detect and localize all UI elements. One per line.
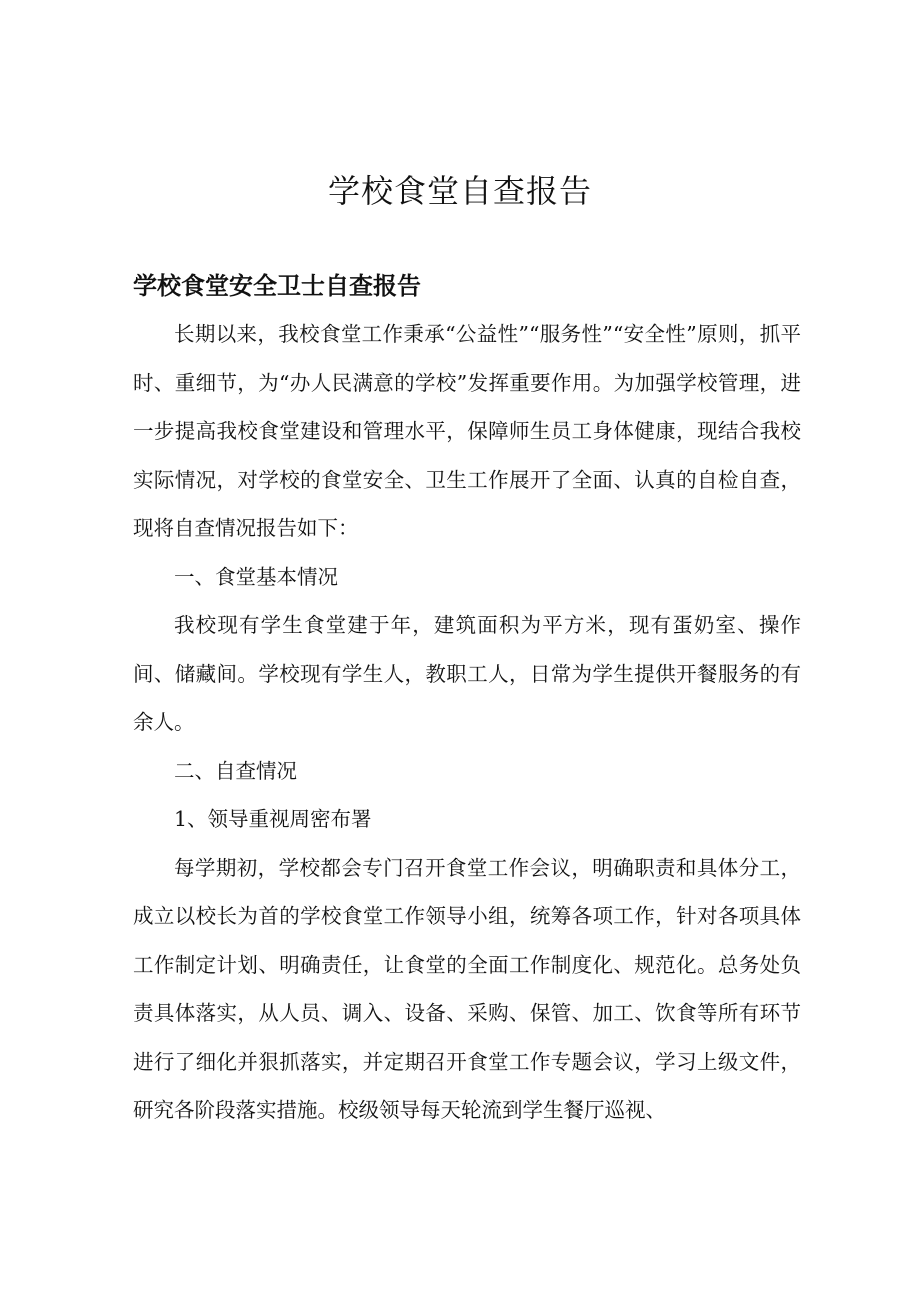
basic-info-paragraph: 我校现有学生食堂建于年，建筑面积为平方米，现有蛋奶室、操作间、储藏间。学校现有学生人，教职工人，日常为学生提供开餐服务的有余人。 — [133, 613, 801, 734]
leadership-paragraph: 每学期初，学校都会专门召开食堂工作会议，明确职责和具体分工，成立以校长为首的学校食堂工作领导小组，统筹各项工作，针对各项具体工作制定计划、明确责任，让食堂的全面工作制度化、规范化。总务处负责具体落实，从人员、调入、设备、采购、保管、加工、饮食等所有环节进行了细化并狠抓落实，并定期召开食堂工作专题会议，学习上级文件，研究各阶段落实措施。校级领导每天轮流到学生餐厅巡视、 — [133, 855, 801, 1122]
subsection-heading-basic-info: 一、食堂基本情况 — [174, 564, 338, 589]
subsection-heading-self-check: 二、自查情况 — [174, 758, 297, 783]
document-body — [133, 310, 801, 1135]
section-heading: 学校食堂安全卫士自查报告 — [133, 272, 421, 300]
intro-paragraph: 长期以来，我校食堂工作秉承“公益性”“服务性”“安全性”原则，抓平时、重细节，为“办人民满意的学校”发挥重要作用。为加强学校管理，进一步提高我校食堂建设和管理水平，保障师生员工身体健康，现结合我校实际情况，对学校的食堂安全、卫生工作展开了全面、认真的自检自查，现将自查情况报告如下： — [133, 322, 801, 540]
document-title: 学校食堂自查报告 — [327, 172, 592, 210]
item-heading-leadership: 1、领导重视周密布署 — [174, 807, 372, 831]
